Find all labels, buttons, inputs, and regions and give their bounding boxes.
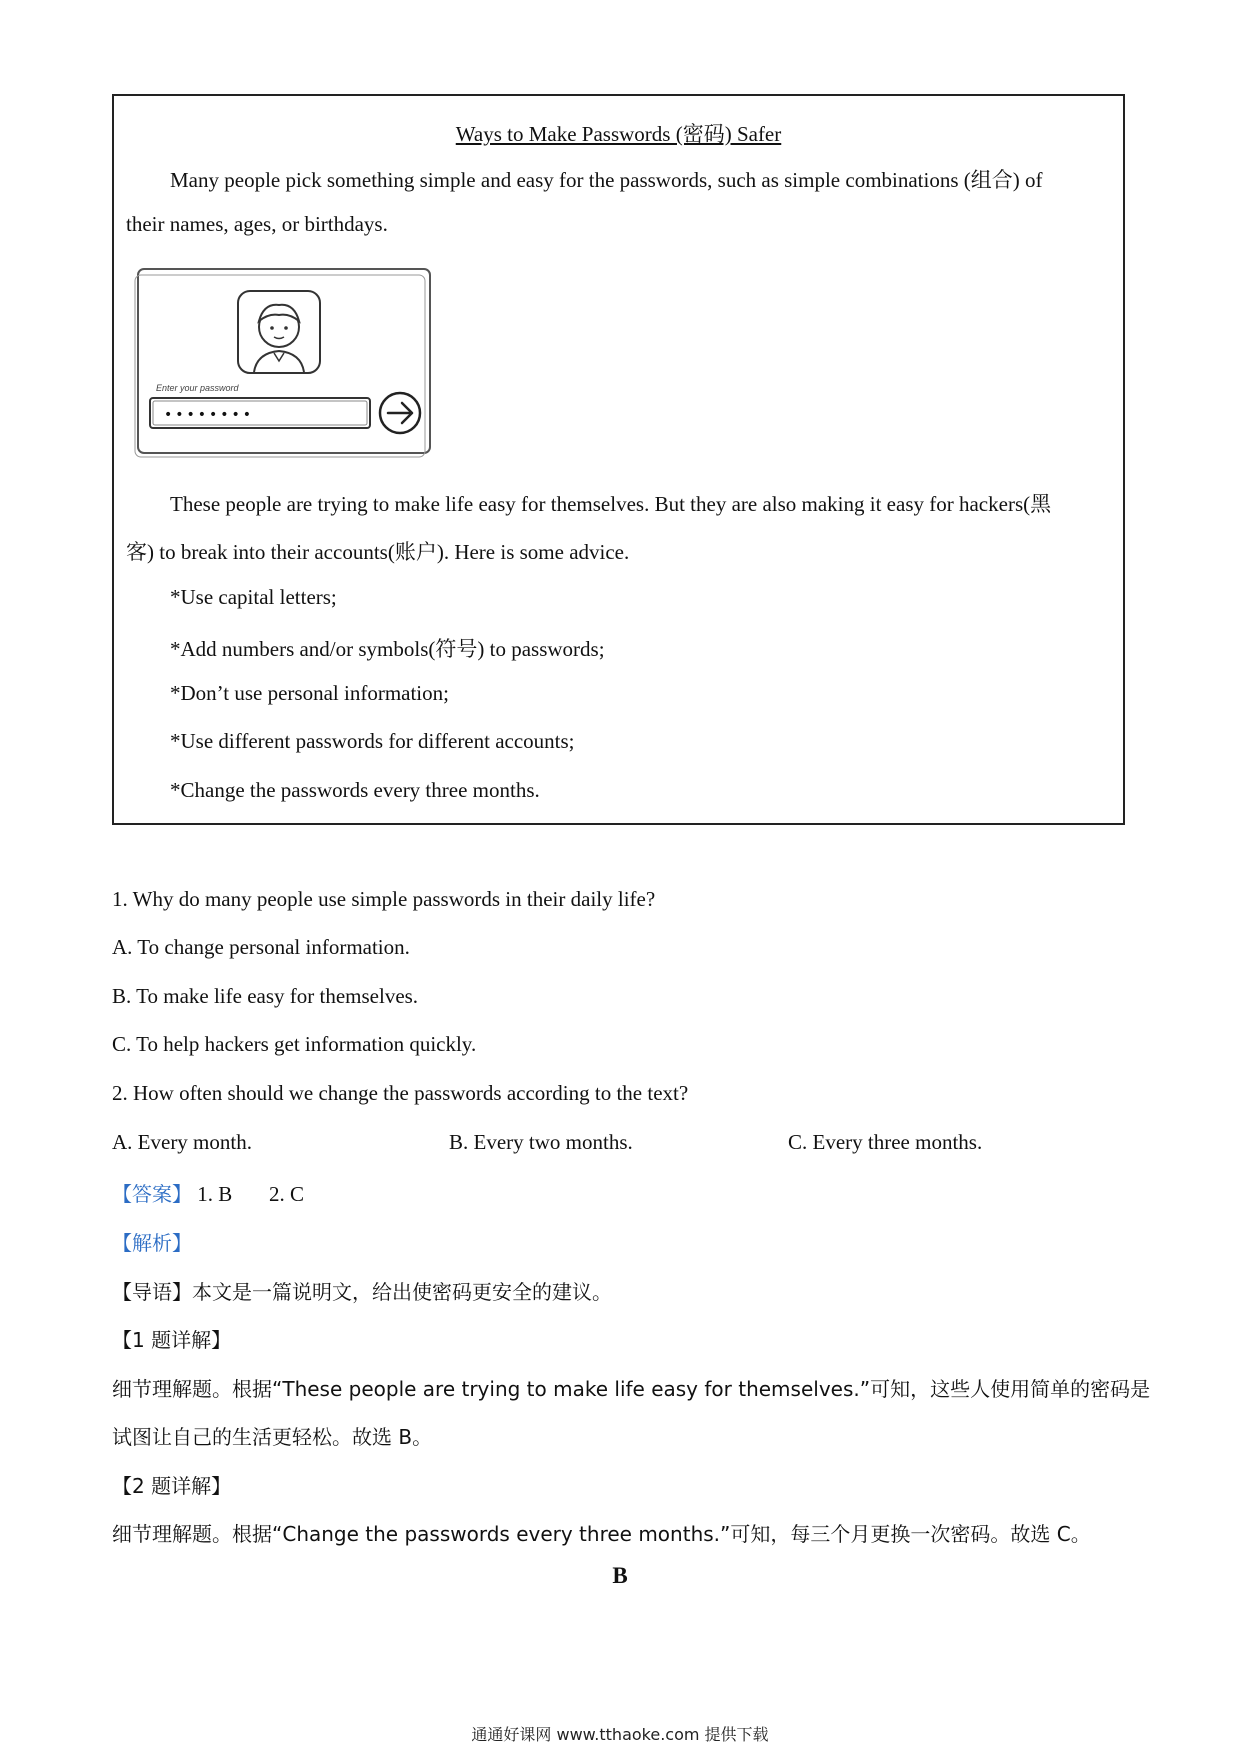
q2-option-c: C. Every three months. [788,1130,983,1154]
passage-paragraph-1-line-1: Many people pick something simple and easy for the passwords, such as simple combinations (组合) of [170,168,1043,192]
page-footer: 通通好课网 www.tthaoke.com 提供下载 [471,1725,769,1744]
passage-paragraph-2-line-1: These people are trying to make life easy for themselves. But they are also making it easy for hackers(黑 [170,492,1052,516]
password-mask: •••••••• [164,407,255,423]
arrow-right-icon [380,393,420,433]
question-2: 2. How often should we change the passwords according to the text? [112,1081,689,1105]
section-heading-b: B [612,1563,628,1588]
answer-label: 【答案】 [112,1182,192,1206]
passage-paragraph-2-line-2: 客) to break into their accounts(账户). Here is some advice. [126,540,630,564]
password-prompt-label: Enter your password [156,383,239,393]
answer-values: 1. B 2. C [197,1182,305,1206]
analysis-label: 【解析】 [112,1231,192,1255]
detail-1-line-2: 试图让自己的生活更轻松。故选 B。 [112,1425,433,1449]
passage-paragraph-1-line-2: their names, ages, or birthdays. [126,212,388,236]
avatar-icon [238,291,320,373]
q1-option-a: A. To change personal information. [112,935,410,959]
q1-option-c: C. To help hackers get information quickly. [112,1032,477,1056]
advice-item: *Use different passwords for different accounts; [170,729,575,753]
login-illustration [134,265,436,462]
question-1: 1. Why do many people use simple passwords in their daily life? [112,887,656,911]
detail-1-line-1: 细节理解题。根据“These people are trying to make life easy for themselves.”可知，这些人使用简单的密码是 [112,1377,1151,1401]
analysis-intro: 【导语】本文是一篇说明文，给出使密码更安全的建议。 [112,1280,612,1304]
detail-1-label: 【1 题详解】 [112,1328,232,1352]
passage-title: Ways to Make Passwords (密码) Safer [455,122,782,146]
q2-option-b: B. Every two months. [449,1130,633,1154]
detail-2-label: 【2 题详解】 [112,1474,232,1498]
detail-2-line-1: 细节理解题。根据“Change the passwords every three months.”可知，每三个月更换一次密码。故选 C。 [112,1522,1091,1546]
advice-item: *Don’t use personal information; [170,681,449,705]
advice-item: *Change the passwords every three months. [170,778,540,802]
advice-item: *Use capital letters; [170,585,337,609]
q1-option-b: B. To make life easy for themselves. [112,984,419,1008]
answer-line [112,1178,304,1207]
advice-item: *Add numbers and/or symbols(符号) to passwords; [170,637,605,661]
q2-option-a: A. Every month. [112,1130,252,1154]
